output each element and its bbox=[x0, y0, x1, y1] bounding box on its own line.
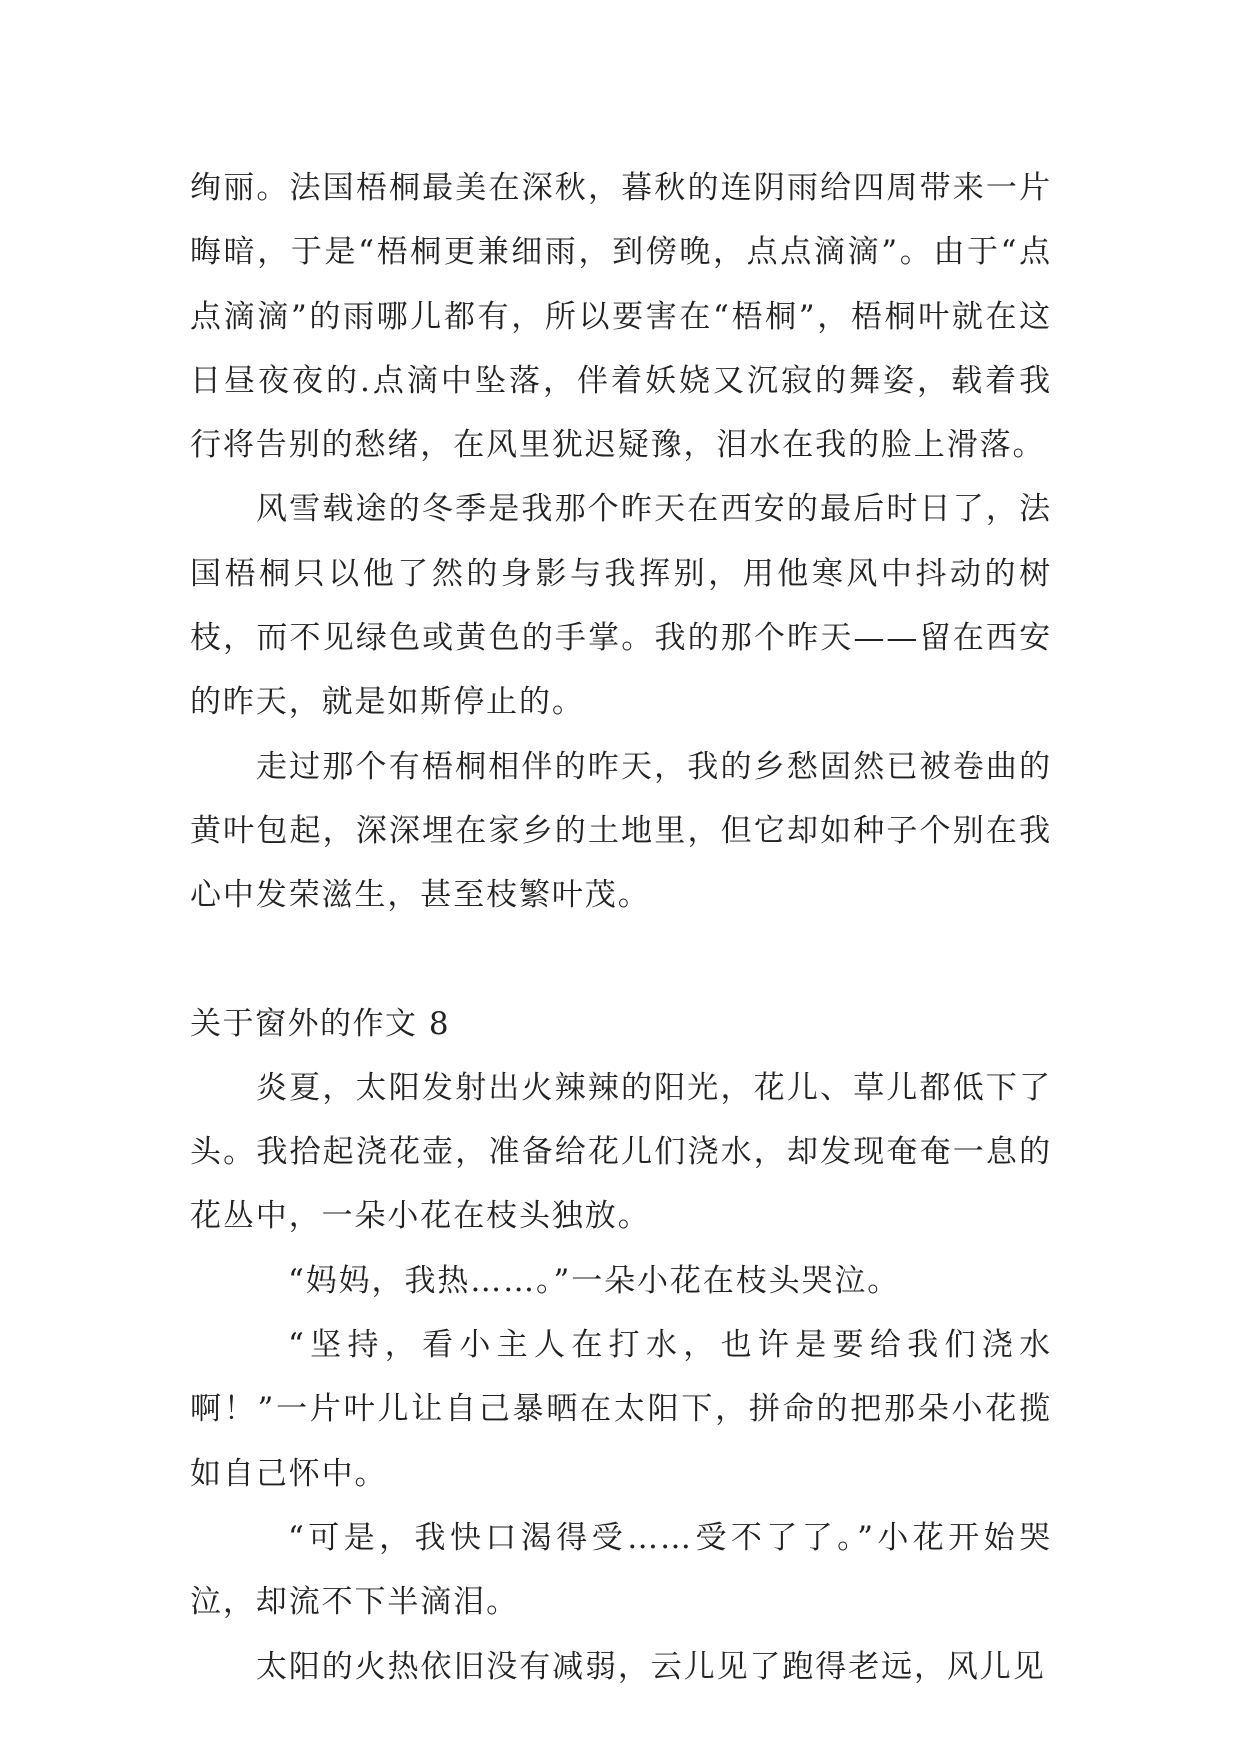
document-body bbox=[190, 156, 1052, 1699]
paragraph-sun: 太阳的火热依旧没有减弱，云儿见了跑得老远，风儿见 bbox=[256, 1648, 1046, 1685]
paragraph-dialogue-leaf: “坚持，看小主人在打水，也许是要给我们浇水啊！”一片叶儿让自己暴晒在太阳下，拼命的把那朵小花揽如自己怀中。 bbox=[190, 1327, 1052, 1492]
paragraph-homesick: 走过那个有梧桐相伴的昨天，我的乡愁固然已被卷曲的黄叶包起，深深埋在家乡的土地里，但它却如种子个别在我心中发荣滋生，甚至枝繁叶茂。 bbox=[190, 748, 1052, 914]
paragraph-winter: 风雪载途的冬季是我那个昨天在西安的最后时日了，法国梧桐只以他了然的身影与我挥别，用他寒风中抖动的树枝，而不见绿色或黄色的手掌。我的那个昨天——留在西安的昨天，就是如斯停止的。 bbox=[190, 491, 1052, 721]
paragraph-dialogue-thirsty: “可是，我快口渴得受……受不了了。”小花开始哭泣，却流不下半滴泪。 bbox=[190, 1519, 1052, 1621]
paragraph-summer: 炎夏，太阳发射出火辣辣的阳光，花儿、草儿都低下了头。我拾起浇花壶，准备给花儿们浇水，却发现奄奄一息的花丛中，一朵小花在枝头独放。 bbox=[190, 1069, 1052, 1235]
paragraph-continued: 绚丽。法国梧桐最美在深秋，暮秋的连阴雨给四周带来一片晦暗，于是“梧桐更兼细雨，到傍晚，点点滴滴”。由于“点点滴滴”的雨哪儿都有，所以要害在“梧桐”，梧桐叶就在这日昼夜夜的.点滴中坠落，伴着妖娆又沉寂的舞姿，载着我行将告别的愁绪，在风里犹迟疑豫，泪水在我的脸上滑落。 bbox=[190, 170, 1052, 464]
section-gap bbox=[190, 928, 1052, 992]
section-title: 关于窗外的作文 8 bbox=[190, 1005, 451, 1042]
paragraph-dialogue-flower: “妈妈，我热……。”一朵小花在枝头哭泣。 bbox=[288, 1262, 901, 1299]
